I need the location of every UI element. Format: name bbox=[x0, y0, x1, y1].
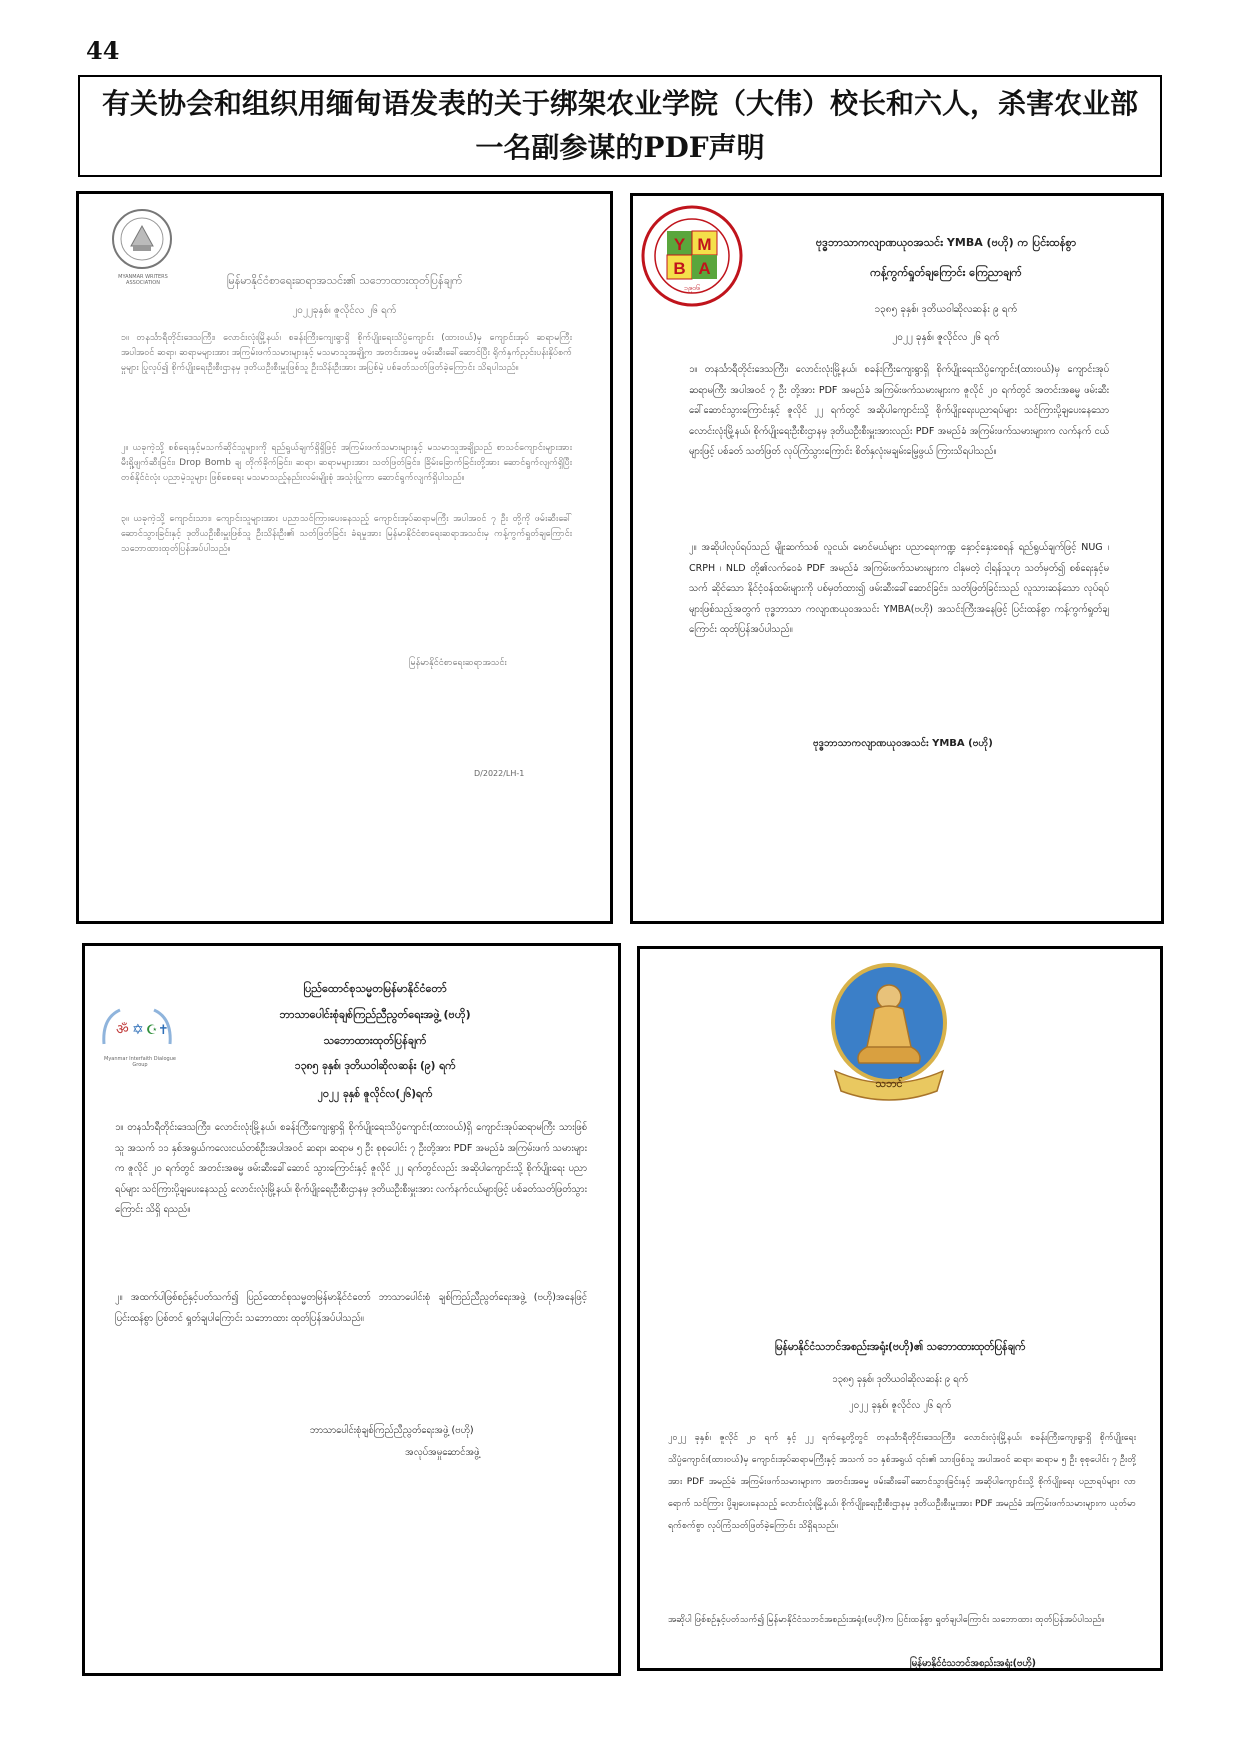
statement-paragraph-2: ၂။ အဆိုပါလုပ်ရပ်သည် မျိုးဆက်သစ် လူငယ်၊ မောင်မယ်များ ပညာရေးကဏ္ဍ နှောင့်နှေးစေရန် ရည်ရွယ်ချက်ဖြင့် NUG ၊ CRPH ၊ NLD တို့၏လက်ဝေခံ PDF အမည်ခံ အကြမ်းဖက်သမားများက ငါနှမတဲ့ ငါ့ရန်သူဟု သတ်မှတ်၍ စစ်ရေးနှင့်မသက် ဆိုင်သော နိုင်ငံ့ဝန်ထမ်းများကို ပစ်မှတ်ထား၍ ဖမ်းဆီးခေါ်ဆောင်ခြင်း၊ သတ်ဖြတ်ခြင်းသည် လူသားဆန်သော လုပ်ရပ်များဖြစ်သည့်အတွက် ဗုဒ္ဓဘာသာ ကလျာဏယုဝအသင်း YMBA(ဗဟို) အသင်းကြီးအနေဖြင့် ပြင်းထန်စွာ ကန့်ကွက်ရှုတ်ချကြောင်း ထုတ်ပြန်အပ်ပါသည်။ bbox=[689, 542, 1109, 635]
statement-panel-interfaith-group bbox=[82, 943, 621, 1676]
document-reference: D/2022/LH-1 bbox=[474, 769, 525, 778]
statement-paragraph-1: ၂၀၂၂ ခုနှစ်၊ ဇူလိုင် ၂၀ ရက် နှင့် ၂၂ ရက်နေ့တို့တွင် တနင်္သာရီတိုင်းဒေသကြီး၊ လောင်းလုံးမြို့နယ်၊ စခန်းကြီးကျေးရွာရှိ စိုက်ပျိုးရေးသိပ္ပံကျောင်း(ထားဝယ်)မှ ကျောင်းအုပ်ဆရာမကြီးနှင့် အသက် ၁၁ နှစ်အရွယ် ၎င်း၏ သားဖြစ်သူ အပါအဝင် ဆရာ၊ ဆရာမ ၅ ဦး စုစုပေါင်း ၇ ဦးတို့အား PDF အမည်ခံ အကြမ်းဖက်သမားများက အတင်းအဓမ္မ ဖမ်းဆီးခေါ်ဆောင်သွားခြင်းနှင့် အဆိုပါကျောင်းသို့ စိုက်ပျိုးရေး ပညာရပ်များ လာရောက် သင်ကြား ပို့ချပေးနေသည့် လောင်းလုံးမြို့နယ်၊ စိုက်ပျိုးရေးဦးစီးဌာနမှ ဒုတိယဦးစီးမှူးအား PDF အမည်ခံ အကြမ်းဖက်သမားများက ယုတ်မာရက်စက်စွာ လုပ်ကြံသတ်ဖြတ်ခဲ့ကြောင်း သိရှိရသည်။ bbox=[668, 1433, 1136, 1531]
statement-date: ၂၀၂၂ ခုနှစ်၊ ဇူလိုင်လ ၂၆ ရက် bbox=[848, 1400, 951, 1411]
ymba-logo-letter-a: A bbox=[698, 259, 711, 278]
interfaith-group-logo-icon bbox=[98, 1004, 176, 1052]
signature: မြန်မာနိုင်ငံစာရေးဆရာအသင်း bbox=[409, 658, 507, 668]
statement-date: ၂၀၂၂ခုနှစ်၊ ဇူလိုင်လ ၂၆ ရက် bbox=[292, 305, 397, 316]
page-title-box bbox=[78, 75, 1162, 177]
statement-paragraph-1: ၁။ တနင်္သာရီတိုင်းဒေသကြီး၊ လောင်းလုံးမြို့နယ်၊ စခန်းကြီးကျေးရွာရှိ စိုက်ပျိုးရေးသိပ္ပံကျောင်း(ထားဝယ်)မှ ကျောင်းအုပ်ဆရာမကြီး အပါအဝင် ၇ ဦး တို့အား PDF အမည်ခံ အကြမ်းဖက်သမားများက ဇူလိုင် ၂၀ ရက်တွင် အတင်းအဓမ္မ ဖမ်းဆီးခေါ်ဆောင်သွားကြောင်းနှင့် ဇူလိုင် ၂၂ ရက်တွင် အဆိုပါကျောင်းသို့ စိုက်ပျိုးရေးပညာရပ်များ သင်ကြားပို့ချပေးနေသော လောင်းလုံးမြို့နယ်၊ စိုက်ပျိုးရေးဦးစီးဌာနမှ ဒုတိယဦးစီးမှူးအားလည်း PDF အမည်ခံ အကြမ်းဖက်သမားများက လက်နက် ငယ်များဖြင့် ပစ်ခတ် သတ်ဖြတ် လုပ်ကြံသွားကြောင်း စိတ်နှလုံးမချမ်းမြေ့ဖွယ် ကြားသိရပါသည်။ bbox=[689, 364, 1109, 457]
svg-text:☪: ☪ bbox=[146, 1023, 158, 1038]
signature-line-1: ဘာသာပေါင်းစုံချစ်ကြည်ညီညွတ်ရေးအဖွဲ့ (ဗဟို) bbox=[310, 1425, 474, 1436]
statement-paragraph-1: ၁။ တနင်္သာရီတိုင်းဒေသကြီး၊ လောင်းလုံးမြို့နယ်၊ စခန်းကြီးကျေးရွာရှိ စိုက်ပျိုးရေးသိပ္ပံကျောင်း(ထားဝယ်)ရှိ ကျောင်းအုပ်ဆရာမကြီး သားဖြစ်သူ အသက် ၁၁ နှစ်အရွယ်ကလေးငယ်တစ်ဦးအပါအဝင် ဆရာ၊ ဆရာမ ၅ ဦး စုစုပေါင်း ၇ ဦးတို့အား PDF အမည်ခံ အကြမ်းဖက် သမားများက ဇူလိုင် ၂၀ ရက်တွင် အတင်းအဓမ္မ ဖမ်းဆီးခေါ်ဆောင် သွားကြောင်းနှင့် ဇူလိုင် ၂၂ ရက်တွင်လည်း အဆိုပါကျောင်းသို့ စိုက်ပျိုးရေး ပညာ ရပ်များ သင်ကြားပို့ချပေးနေသည့် လောင်းလုံးမြို့နယ်၊ စိုက်ပျိုးရေးဦးစီးဌာနမှ ဒုတိယဦးစီးမှူးအား လက်နက်ငယ်များဖြင့် ပစ်ခတ်သတ်ဖြတ်သွားကြောင်း သိရှိ ရသည်။ bbox=[115, 1122, 587, 1215]
ymba-logo-letter-m: M bbox=[697, 235, 712, 254]
writers-association-logo-icon bbox=[111, 208, 173, 270]
statement-heading-line-2: ကန့်ကွက်ရှုတ်ချကြောင်း ကြေညာချက် bbox=[870, 266, 1022, 279]
statement-paragraph-3: ၃။ ယခုကဲ့သို့ ကျောင်းသား၊ ကျောင်းသူများအား ပညာသင်ကြားပေးနေသည့် ကျောင်းအုပ်ဆရာမကြီး အပါအဝင် ၇ ဦး တို့ကို ဖမ်းဆီးခေါ်ဆောင်သွားခြင်းနှင့် ဒုတိယဦးစီးမှူးဖြစ်သူ ဦးသိန်းဦး၏ သတ်ဖြတ်ခြင်း ခံရမှုအား မြန်မာနိုင်ငံစာရေးဆရာအသင်းမှ ကန့်ကွက်ရှုတ်ချကြောင်း သဘောထားထုတ်ပြန်အပ်ပါသည်။ bbox=[121, 514, 572, 554]
statement-panel-writers-association bbox=[76, 191, 613, 924]
statement-panel-thabin-association bbox=[637, 946, 1163, 1671]
page-number: 44 bbox=[86, 36, 120, 65]
statement-heading: မြန်မာနိုင်ငံသဘင်အစည်းအရုံး(ဗဟို)၏ သဘောထားထုတ်ပြန်ချက် bbox=[774, 1341, 1026, 1353]
signature-line-2: အလုပ်အမှုဆောင်အဖွဲ့ bbox=[405, 1447, 480, 1458]
statement-heading: မြန်မာနိုင်ငံစာရေးဆရာအသင်း၏ သဘောထားထုတ်ပြန်ချက် bbox=[226, 274, 463, 287]
ymba-logo-letter-y: Y bbox=[673, 235, 686, 254]
logo-ribbon-text: သဘင် bbox=[875, 1077, 903, 1090]
statement-heading-line-1: ဗုဒ္ဓဘာသာကလျာဏယုဝအသင်း YMBA (ဗဟို) က ပြင်းထန်စွာ bbox=[815, 236, 1077, 249]
statement-heading-line-1: ပြည်ထောင်စုသမ္မတမြန်မာနိုင်ငံတော် bbox=[303, 982, 447, 995]
statement-date-lunar: ၁၃၈၅ ခုနှစ်၊ ဒုတိယဝါဆိုလဆန်း (၉) ရက် bbox=[294, 1060, 456, 1072]
signature: ဗုဒ္ဓဘာသာကလျာဏယုဝအသင်း YMBA (ဗဟို) bbox=[813, 738, 993, 749]
logo-caption: Myanmar Interfaith Dialogue Group bbox=[104, 1056, 176, 1068]
statement-paragraph-2: ၂။ ယခုကဲ့သို့ စစ်ရေးနှင့်မသက်ဆိုင်သူများကို ရည်ရွယ်ချက်ရှိရှိဖြင့် အကြမ်းဖက်သမားများနှင့် မသမာသူအချို့သည် စာသင်ကျောင်းများအား မီးရှို့ဖျက်ဆီးခြင်း၊ Drop Bomb ချ တိုက်ခိုက်ခြင်း၊ ဆရာ၊ ဆရာမများအား သတ်ဖြတ်ခြင်း၊ ခြိမ်းခြောက်ခြင်းတို့အား ဆောင်ရွက်လျက်ရှိပြီး တစ်နိုင်ငံလုံး ပညာမဲ့သူများ ဖြစ်စေရေး မသမာသည့်နည်းလမ်းမျိုးစုံ အသုံးပြုကာ ဆောင်ရွက်လျက်ရှိပါသည်။ bbox=[121, 443, 572, 483]
signature: မြန်မာနိုင်ငံသဘင်အစည်းအရုံး(ဗဟို) bbox=[910, 1658, 1036, 1669]
statement-date: ၂၀၂၂ ခုနှစ် ဇူလိုင်လ(၂၆)ရက် bbox=[317, 1088, 433, 1100]
statement-heading-line-2: ဘာသာပေါင်းစုံချစ်ကြည်ညီညွတ်ရေးအဖွဲ့ (ဗဟို) bbox=[279, 1008, 471, 1021]
svg-text:✡: ✡ bbox=[132, 1022, 144, 1038]
ymba-logo-year: ၁၉၀၆ bbox=[684, 284, 700, 292]
svg-text:✝: ✝ bbox=[158, 1023, 169, 1038]
statement-paragraph-2: ၂။ အထက်ပါဖြစ်စဉ်နှင့်ပတ်သက်၍ ပြည်ထောင်စုသမ္မတမြန်မာနိုင်ငံတော် ဘာသာပေါင်းစုံ ချစ်ကြည်ညီညွတ်ရေးအဖွဲ့ (ဗဟို)အနေဖြင့် ပြင်းထန်စွာ ပြစ်တင် ရှုတ်ချပါကြောင်း သဘောထား ထုတ်ပြန်အပ်ပါသည်။ bbox=[115, 1292, 587, 1324]
statement-date-lunar: ၁၃၈၅ ခုနှစ်၊ ဒုတိယဝါဆိုလဆန်း ၉ ရက် bbox=[832, 1374, 968, 1385]
statement-heading-line-3: သဘောထားထုတ်ပြန်ချက် bbox=[323, 1034, 427, 1047]
statement-paragraph-2: အဆိုပါ ဖြစ်စဉ်နှင့်ပတ်သက်၍ မြန်မာနိုင်ငံသဘင်အစည်းအရုံး(ဗဟို)က ပြင်းထန်စွာ ရှုတ်ချပါကြောင်း သဘောထား ထုတ်ပြန်အပ်ပါသည်။ bbox=[668, 1615, 1105, 1625]
page-title: 有关协会和组织用缅甸语发表的关于绑架农业学院（大伟）校长和六人，杀害农业部一名副参谋的PDF声明 bbox=[101, 87, 1138, 164]
ymba-logo-letter-b: B bbox=[673, 259, 686, 278]
statement-paragraph-1: ၁။ တနင်္သာရီတိုင်းဒေသကြီး၊ လောင်းလုံးမြို့နယ်၊ စခန်းကြီးကျေးရွာရှိ စိုက်ပျိုးရေးသိပ္ပံကျောင်း (ထားဝယ်)မှ ကျောင်းအုပ် ဆရာမကြီး အပါအဝင် ဆရာ၊ ဆရာမများအား အကြမ်းဖက်သမားများနှင့် မသမာသူအချို့က အတင်းအဓမ္မ ဖမ်းဆီးခေါ်ဆောင်ပြီး ရိုက်နှက်ညှင်းပန်းနှိပ်စက်မှုများ ပြုလုပ်၍ စိုက်ပျိုးရေးဦးစီးဌာနမှ ဒုတိယဦးစီးမှူးဖြစ်သူ ဦးသိန်းဦးအား အပြစ်မဲ့ ပစ်ခတ်သတ်ဖြတ်ခဲ့ကြောင်း သိရပါသည်။ bbox=[121, 333, 572, 373]
ymba-logo-icon bbox=[641, 205, 743, 307]
svg-text:ॐ: ॐ bbox=[116, 1022, 129, 1038]
statement-date: ၂၀၂၂ ခုနှစ်၊ ဇူလိုင်လ ၂၆ ရက် bbox=[892, 332, 1000, 343]
statement-date-lunar: ၁၃၈၅ ခုနှစ်၊ ဒုတိယဝါဆိုလဆန်း ၉ ရက် bbox=[874, 304, 1018, 315]
statement-panel-ymba bbox=[630, 193, 1164, 924]
logo-caption: MYANMAR WRITERS ASSOCIATION bbox=[118, 274, 168, 286]
